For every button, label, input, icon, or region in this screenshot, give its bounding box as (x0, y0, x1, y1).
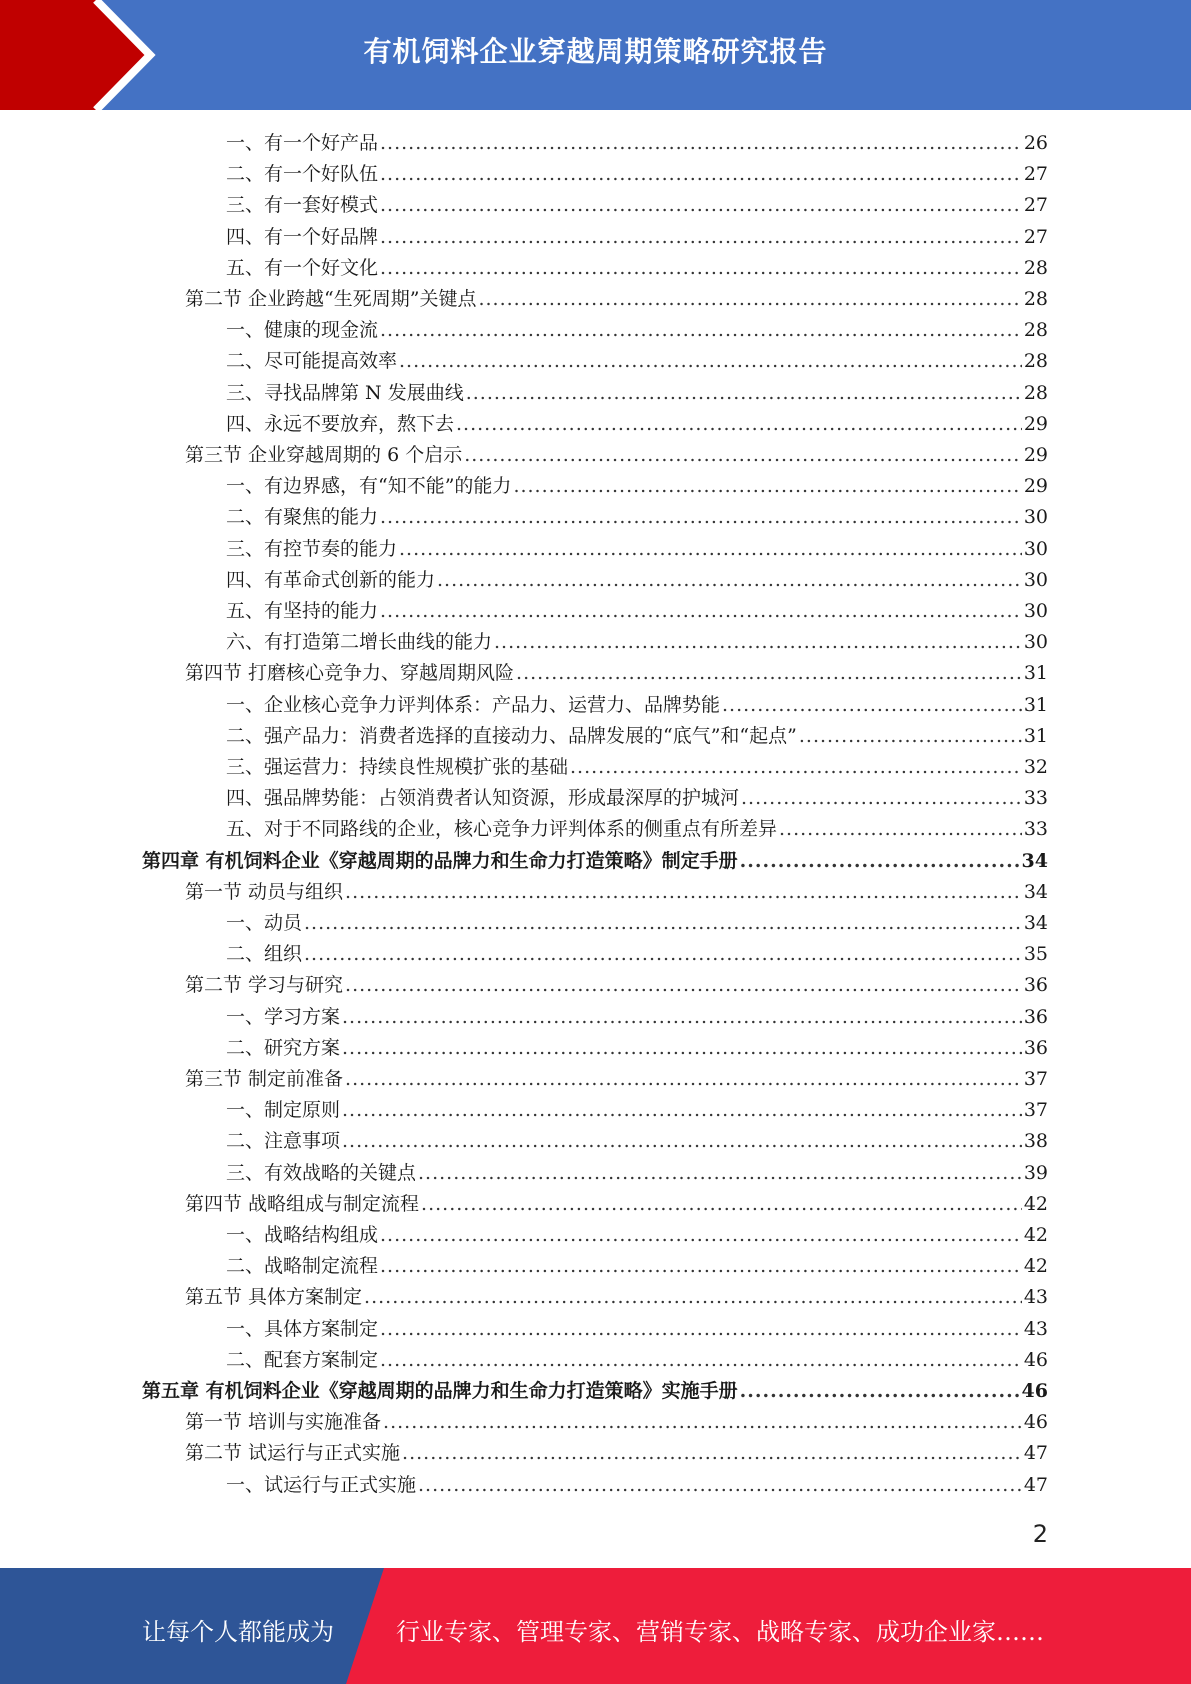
toc-entry-page: 26 (1023, 132, 1048, 154)
toc-dot-leader (418, 1470, 1022, 1501)
toc-entry-label: 第三节 制定前准备 (185, 1068, 344, 1090)
toc-entry-page: 28 (1023, 319, 1048, 342)
toc-dot-leader (380, 159, 1022, 190)
toc-entry-label: 四、有一个好品牌 (226, 225, 379, 248)
toc-entry-page: 29 (1023, 412, 1048, 435)
toc-item-row[interactable] (226, 159, 1048, 190)
toc-item-row[interactable] (226, 1033, 1048, 1064)
toc-dot-leader (380, 222, 1022, 253)
toc-dot-leader (380, 502, 1022, 533)
toc-item-row[interactable] (226, 190, 1048, 221)
toc-entry-label: 一、动员 (226, 912, 303, 934)
toc-entry-label: 二、配套方案制定 (226, 1348, 379, 1371)
toc-section-row[interactable] (185, 1064, 1048, 1095)
toc-item-row[interactable] (226, 253, 1048, 284)
toc-entry-label: 第三节 企业穿越周期的 6 个启示 (185, 444, 463, 466)
toc-entry-label: 一、企业核心竞争力评判体系：产品力、运营力、品牌势能 (226, 693, 721, 716)
toc-entry-label: 第四章 有机饲料企业《穿越周期的品牌力和生命力打造策略》制定手册 (142, 849, 738, 872)
toc-item-row[interactable] (226, 502, 1048, 533)
toc-item-row[interactable] (226, 1314, 1048, 1345)
toc-entry-page: 36 (1023, 974, 1048, 997)
toc-entry-label: 一、学习方案 (226, 1005, 341, 1028)
toc-item-row[interactable] (226, 471, 1048, 502)
toc-entry-page: 28 (1023, 350, 1048, 373)
toc-item-row[interactable] (226, 1158, 1048, 1189)
toc-dot-leader (380, 596, 1022, 627)
toc-section-row[interactable] (185, 1282, 1048, 1313)
toc-item-row[interactable] (226, 939, 1048, 970)
toc-entry-page: 47 (1023, 1442, 1048, 1465)
toc-dot-leader (380, 190, 1022, 221)
toc-entry-label: 六、有打造第二增长曲线的能力 (226, 631, 493, 654)
toc-entry-label: 一、制定原则 (226, 1099, 341, 1122)
toc-dot-leader (570, 752, 1022, 783)
toc-section-row[interactable] (185, 1189, 1048, 1220)
document-title: 有机饲料企业穿越周期策略研究报告 (363, 35, 828, 68)
toc-entry-page: 27 (1023, 163, 1048, 186)
toc-entry-page: 46 (1023, 1411, 1048, 1434)
toc-entry-label: 第四节 战略组成与制定流程 (185, 1192, 420, 1215)
toc-entry-page: 28 (1023, 288, 1048, 310)
toc-entry-label: 五、有一个好文化 (226, 256, 379, 279)
toc-entry-label: 五、对于不同路线的企业，核心竞争力评判体系的侧重点有所差异 (226, 818, 778, 841)
toc-dot-leader (380, 1345, 1022, 1376)
toc-entry-label: 二、有一个好队伍 (226, 163, 379, 186)
toc-entry-label: 一、有一个好产品 (226, 132, 379, 154)
toc-item-row[interactable] (226, 783, 1048, 814)
toc-entry-page: 46 (1023, 1348, 1048, 1371)
toc-dot-leader (741, 783, 1022, 814)
toc-dot-leader (304, 939, 1022, 970)
toc-entry-page: 30 (1023, 600, 1048, 622)
toc-entry-page: 39 (1023, 1161, 1048, 1184)
footer-banner (0, 1568, 1191, 1684)
toc-dot-leader (722, 690, 1022, 721)
toc-entry-page: 34 (1023, 880, 1048, 903)
toc-item-row[interactable] (226, 1126, 1048, 1157)
toc-entry-label: 第一节 培训与实施准备 (185, 1411, 382, 1434)
toc-entry-label: 二、研究方案 (226, 1036, 341, 1059)
toc-item-row[interactable] (226, 814, 1048, 845)
toc-entry-page: 32 (1023, 756, 1048, 778)
toc-dot-leader (380, 128, 1022, 159)
toc-entry-page: 30 (1023, 537, 1048, 560)
toc-entry-label: 二、有聚焦的能力 (226, 506, 379, 529)
toc-entry-page: 47 (1023, 1473, 1048, 1496)
toc-entry-label: 第二节 试运行与正式实施 (185, 1442, 401, 1465)
toc-entry-page: 34 (1021, 849, 1048, 872)
toc-dot-leader (364, 1282, 1022, 1313)
toc-entry-page: 38 (1023, 1130, 1048, 1153)
toc-item-row[interactable] (226, 721, 1048, 752)
toc-item-row[interactable] (226, 409, 1048, 440)
toc-dot-leader (464, 440, 1022, 471)
header-banner (0, 0, 1191, 110)
toc-entry-label: 四、有革命式创新的能力 (226, 568, 436, 591)
toc-entry-page: 30 (1023, 506, 1048, 529)
toc-entry-page: 31 (1023, 662, 1048, 685)
toc-entry-label: 一、有边界感，有“知不能”的能力 (226, 475, 512, 498)
toc-entry-page: 42 (1023, 1224, 1048, 1246)
toc-entry-label: 二、强产品力：消费者选择的直接动力、品牌发展的“底气”和“起点” (226, 724, 797, 747)
toc-entry-label: 第一节 动员与组织 (185, 880, 344, 903)
toc-dot-leader (421, 1189, 1022, 1220)
toc-entry-label: 二、战略制定流程 (226, 1255, 379, 1278)
toc-item-row[interactable] (226, 752, 1048, 783)
toc-section-row[interactable] (185, 284, 1048, 315)
toc-dot-leader (345, 970, 1022, 1001)
toc-dot-leader (799, 721, 1022, 752)
toc-entry-label: 一、健康的现金流 (226, 319, 379, 342)
toc-item-row[interactable] (226, 627, 1048, 658)
toc-dot-leader (456, 409, 1022, 440)
page-number: 2 (1032, 1520, 1048, 1548)
toc-dot-leader (513, 471, 1021, 502)
toc-dot-leader (342, 1002, 1022, 1033)
toc-item-row[interactable] (226, 1002, 1048, 1033)
toc-dot-leader (418, 1158, 1022, 1189)
toc-dot-leader (380, 315, 1022, 346)
toc-section-row[interactable] (185, 970, 1048, 1001)
toc-chapter-row[interactable] (142, 846, 1048, 877)
toc-entry-page: 43 (1023, 1286, 1048, 1309)
toc-entry-page: 43 (1023, 1317, 1048, 1340)
toc-dot-leader (345, 877, 1022, 908)
toc-entry-page: 42 (1023, 1255, 1048, 1278)
toc-item-row[interactable] (226, 222, 1048, 253)
toc-dot-leader (342, 1126, 1022, 1157)
toc-entry-label: 三、有一套好模式 (226, 194, 379, 217)
toc-entry-page: 30 (1023, 568, 1048, 591)
toc-entry-page: 29 (1023, 475, 1048, 498)
toc-dot-leader (399, 534, 1022, 565)
toc-item-row[interactable] (226, 1220, 1048, 1251)
toc-entry-page: 31 (1023, 724, 1048, 747)
toc-section-row[interactable] (185, 1438, 1048, 1469)
toc-dot-leader (399, 346, 1022, 377)
footer-slogan-right: 行业专家、管理专家、营销专家、战略专家、成功企业家…… (396, 1618, 1044, 1646)
toc-entry-label: 二、组织 (226, 943, 303, 966)
toc-entry-page: 42 (1023, 1192, 1048, 1215)
toc-entry-page: 31 (1023, 693, 1048, 716)
toc-item-row[interactable] (226, 596, 1048, 627)
toc-entry-page: 36 (1023, 1036, 1048, 1059)
toc-entry-page: 37 (1023, 1099, 1048, 1122)
toc-item-row[interactable] (226, 1095, 1048, 1126)
toc-entry-label: 一、具体方案制定 (226, 1317, 379, 1340)
toc-entry-page: 35 (1023, 943, 1048, 966)
toc-entry-label: 第二节 企业跨越“生死周期”关键点 (185, 288, 477, 310)
toc-dot-leader (516, 658, 1022, 689)
toc-item-row[interactable] (226, 565, 1048, 596)
toc-dot-leader (437, 565, 1022, 596)
toc-entry-label: 第四节 打磨核心竞争力、穿越周期风险 (185, 662, 515, 685)
toc-section-row[interactable] (185, 1407, 1048, 1438)
toc-section-row[interactable] (185, 658, 1048, 689)
toc-item-row[interactable] (226, 346, 1048, 377)
toc-item-row[interactable] (226, 908, 1048, 939)
toc-entry-page: 37 (1023, 1068, 1048, 1090)
toc-dot-leader (494, 627, 1022, 658)
toc-entry-label: 第五节 具体方案制定 (185, 1286, 363, 1309)
toc-entry-label: 三、有控节奏的能力 (226, 537, 398, 560)
toc-item-row[interactable] (226, 1251, 1048, 1282)
toc-entry-label: 第五章 有机饲料企业《穿越周期的品牌力和生命力打造策略》实施手册 (142, 1380, 738, 1402)
toc-entry-page: 27 (1023, 225, 1048, 248)
toc-dot-leader (345, 1064, 1022, 1095)
toc-item-row[interactable] (226, 128, 1048, 159)
toc-dot-leader (342, 1095, 1022, 1126)
toc-dot-leader (466, 378, 1022, 409)
toc-section-row[interactable] (185, 440, 1048, 471)
toc-entry-page: 33 (1023, 787, 1048, 810)
toc-dot-leader (304, 908, 1022, 939)
toc-entry-page: 28 (1023, 381, 1048, 404)
toc-entry-page: 28 (1023, 256, 1048, 279)
toc-dot-leader (380, 253, 1022, 284)
toc-item-row[interactable] (226, 378, 1048, 409)
footer-slogan-left: 让每个人都能成为 (142, 1618, 334, 1646)
toc-dot-leader (380, 1220, 1022, 1251)
toc-dot-leader (779, 814, 1022, 845)
toc-entry-label: 三、强运营力：持续良性规模扩张的基础 (226, 756, 569, 778)
toc-entry-label: 四、强品牌势能：占领消费者认知资源，形成最深厚的护城河 (226, 787, 740, 810)
toc-entry-page: 29 (1023, 444, 1048, 466)
toc-dot-leader (380, 1314, 1022, 1345)
toc-entry-page: 36 (1023, 1005, 1048, 1028)
toc-entry-page: 27 (1023, 194, 1048, 217)
toc-entry-label: 三、寻找品牌第 N 发展曲线 (226, 381, 464, 404)
toc-chapter-row[interactable] (142, 1376, 1048, 1407)
toc-entry-label: 第二节 学习与研究 (185, 974, 344, 997)
toc-entry-label: 三、有效战略的关键点 (226, 1161, 417, 1184)
toc-entry-label: 四、永远不要放弃，熬下去 (226, 412, 455, 435)
toc-entry-label: 一、试运行与正式实施 (226, 1473, 417, 1496)
toc-entry-label: 二、尽可能提高效率 (226, 350, 398, 373)
toc-entry-label: 五、有坚持的能力 (226, 600, 379, 622)
toc-entry-page: 30 (1023, 631, 1048, 654)
toc-entry-label: 一、战略结构组成 (226, 1224, 379, 1246)
toc-entry-page: 33 (1023, 818, 1048, 841)
toc-dot-leader (402, 1438, 1022, 1469)
toc-dot-leader (383, 1407, 1022, 1438)
toc-item-row[interactable] (226, 315, 1048, 346)
toc-item-row[interactable] (226, 534, 1048, 565)
toc-entry-page: 46 (1021, 1380, 1048, 1402)
toc-item-row[interactable] (226, 690, 1048, 721)
toc-dot-leader (478, 284, 1021, 315)
toc-entry-page: 34 (1023, 912, 1048, 934)
toc-dot-leader (740, 1376, 1020, 1407)
toc-dot-leader (380, 1251, 1022, 1282)
toc-entry-label: 二、注意事项 (226, 1130, 341, 1153)
toc-item-row[interactable] (226, 1345, 1048, 1376)
toc-item-row[interactable] (226, 1470, 1048, 1501)
toc-section-row[interactable] (185, 877, 1048, 908)
toc-dot-leader (342, 1033, 1022, 1064)
toc-dot-leader (740, 846, 1020, 877)
